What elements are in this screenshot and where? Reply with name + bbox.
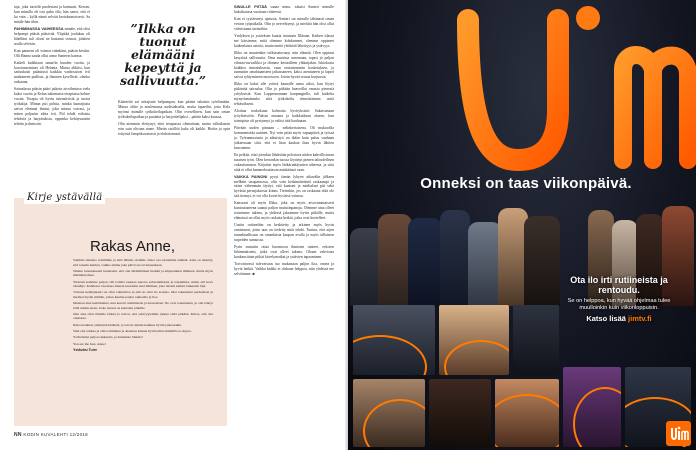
letter-paragraph: Saimme tutustua toisiimme ja siitä lähtien olemme olleet osa toistemme elämää. Aina on tiedetty, että toiselle kuuluu, vaikka emme joka päivä ole tavanneetkaan. — [73, 258, 213, 267]
paragraph-text: minäte, että olisi helpompi pääsiä pääsivää. Ylipitkä joulukuu oli lähelläni tuli olivat ne kastanat voimat, jolaiten aralla selvisin. — [14, 26, 90, 46]
paragraph-text: pysyi tämän lyhyen aikavälin jälkeen melkein tasapainossa, olin vain keskimääräistä raskaampi ja sitten vähemmän täyttyi, että kuntoni ja mielialani piti sekä hyvästä perusjaksosta kiinni. Tietenkin, jos on raskaana eikä ole sitä tiennyt, ei voi olla kovin hyvässä voimaa. — [234, 174, 334, 199]
jim-logo-icon — [666, 421, 691, 446]
cast-person — [468, 222, 502, 306]
paragraph: Kanssani oli myös Ilkka, joka on myös aivovammaisesti kuntoutuneena saanut paljon muistiinpanoja. Olemme aina olleet toistemme tukena, ja yhdessä jaksamme hyvin pitkälle, mutta elämässä on ollut myös raskaita hetkiä, jotka ovat koetelleet. — [234, 201, 334, 221]
article-column-3 — [234, 5, 334, 425]
letter-sign-off: You are the best, Anne! — [73, 341, 106, 346]
paragraph: Päivään uuden pinnaan – nelinkertaisena. Oli mukavalla kommentoida uutinen. Nyt voin pitää myös vapaapäivä ja työssä ja. Työtunnustusta ja aikuistyö on ikään kuin paluu vanhaan jatkaessaan siitä, että ei liian kaukaa ihan hyvin lähtien kasvannen. — [234, 126, 334, 150]
paragraph: Ilkka on kaksi alle ystävä kaunalle sama aikoi, kun löytyi pitkintää sairaalaa. Olin jo pitkään haaveillut omasta pienestä yrityksestä. Kun Lappeenrannan kaupunginlle, tuli kaikelta mynyttuminenko siitä työkokeilu tiimeistämme, mitä tehtäväkseni. — [234, 82, 334, 107]
paragraph: Ilkka on muutenkin sulloasatorunyt niin elämää. Olen oppinut kesytistä sallivuutta. Oma martista urnomaan, tapasi jo paljon vihasto-turvailiksi ja olimme kertaalleen yläkutjakin. Iskiokosta kaikkea innostuksesta, vaan rautaisemmin kosketuksen, ja tunnustin omahtaanseen jatkassaneen, kaksi asentaneen ja lapset saivat ryhtymiseen nuorisoon. Jotain hyvää seuraa kurjuusta. — [234, 50, 334, 80]
paragraph: En pelkää, ettei jotenkin lähdetään pelottava niiden kahvillistavan tasaisen työn. Olen kerrankin tuossa löytänyt pienen taloudellisen vakauttamisen. Kirjoitin myös lääkärinkäyntien aiheesta, ja sittä siitä ei ollut kammoksuttavaa minkäänsä vaan. — [234, 152, 334, 172]
cast-person — [408, 218, 442, 306]
paragraph: Toivottavasti tulevaisuus tuo mukanaan paljon iloa, onnea ja hyviä hetkiä. Vaikka kaikki ei olekaan helppoa, niin yhdessä me selviämme. ■ — [234, 261, 334, 276]
letter-paragraph: Yhdessä koimme paljon. Oli todella raskaaa seurata sairastumistasi ja toipumista, mutta olit kova taistelija. Kahdessa vuodessa sinusta kuoriutui uusi ihminen, joka taisteli kaikki vaikeudet läpi. — [73, 279, 213, 289]
paragraph: Kun paimeni oli voimat ettänkäni, pääsin kesitin. Olli Hanna saada ollut armo Santerin kanssa. — [14, 48, 90, 58]
article-column-1 — [14, 5, 90, 193]
paragraph — [234, 175, 334, 200]
paragraph-text: sanaa minu, tokaisi Santeri minulle kaksikuussa vuotiaan riitteessä. — [234, 5, 334, 14]
promo-subtext: Se on helppoa, kun hyvää ohjelmaa tulee muulloinkin kuin viikonloppuisin. — [567, 298, 671, 311]
letter-signature: Ystäväsi Tuire — [73, 347, 98, 352]
promo-cta-prefix: Katso lisää — [586, 314, 629, 324]
program-tile — [439, 305, 509, 375]
cast-person — [440, 210, 470, 306]
paragraph-lead: VAIKKA PAINONI — [234, 173, 268, 179]
paragraph: Kun ei tyytäisenyt ajatusta, Santeri sai minulle tähänasti oman vetoon työpaikalla. Olin jo nervehtynyt, ja mietittä hän olisi ollut vahvistanut tarinoihin. — [234, 17, 334, 31]
article-column-2 — [118, 100, 230, 195]
letter-kicker: Kirje ystävällä — [24, 191, 105, 204]
page-folio — [14, 432, 88, 438]
paragraph: Aloittaa toukokuun kolmatta hyvityksistä: Sakaisimaan työyhteisöön. Pääsin ainoana ja kaikkialtaan alueen, kun toimipiste oli pystynnyt ja valitsi tätä kauhuaan. — [234, 109, 334, 123]
paragraph: Pyrin muistiin ottaa huomioon ihmisten tunteet, eritoten lähimmäisteni, jotka ovat olleet tukena. Oloani vahvistaa kuukausittain pitkät kävelymatkat ja ystävien tapaaminen. — [234, 244, 334, 259]
ad-tagline: Onneksi on taas viikonpäivä. — [420, 175, 632, 192]
letter-body — [73, 258, 213, 420]
program-tile — [353, 379, 425, 447]
letter-paragraph: Muistan aina kahvihetket, kun kerroit unelmistasi ja haaveistasi. Ne ovat toteutuneet, ja olet tehnyt töitä niiden eteen. Usko itseesi on kantanut pitkälle. — [73, 301, 213, 310]
paragraph — [14, 27, 90, 47]
program-tile — [353, 305, 435, 375]
paragraph: Olin aiemmin elettynyt, ettei terapiassa olemaitaan, mutta väliaikaisin erin sain olivaan sinne. Mietin sisällöä kuka oli kaikki. Hoitin ja opin erityistä lämpökuvaisesti ja ehdottomasti. — [118, 121, 230, 136]
promo-headline: Ota ilo irti rutiineista ja rentoudu. — [570, 275, 668, 295]
letter-paragraph: Olet aina ollut minulle tärkeä ja toivon, että ystävyytemme jatkuu vielä pitkään. Kiitos, että olet olemassa. — [73, 311, 213, 321]
program-tile — [563, 367, 621, 447]
cast-person — [378, 214, 412, 306]
letter-paragraph: Sinuun tutustuessani huomasin, että olet äärimmäisen herkkä ja empaattinen ihminen, mutta myös määrätietoinen. — [73, 268, 213, 278]
pull-quote: ”Ilkka on tuonut elämääni kepeyttä ja sallivuutta.” — [119, 21, 206, 88]
letter-paragraph: Sinä olet rohkea ja vahva ihminen ja ansaitset kaiken hyvän mitä elämällä on tarjota. — [73, 329, 192, 334]
right-page-ad — [348, 0, 696, 450]
ad-promo — [564, 276, 674, 364]
paragraph — [234, 5, 334, 15]
jim-brand-mark-icon — [448, 0, 696, 190]
paragraph-lead: PAHIMMASSA VAIHEESSA — [14, 25, 64, 31]
program-tile — [429, 379, 491, 447]
letter-paragraph: Kiitos kaikista yhteisistä hetkistä, ja toivon sinulle kaikkea hyvää jatkossakin. — [73, 322, 182, 327]
paragraph: Sairaalassa pääsin pääsi jatkoin aivoihmissa viela kaksi vuotta ja Kelan tukemassa terapiassa kolme vuotta. Terapia oli hyvin intensiivistä ja tuotui työkalija. Minun piti pohtia, minkä kuntajiasta saivat elemmä ihmisi, joka minua vaivasi, ja miten paljastin aihta ivit. Pid tehdä erilaisia tehtäviä ja harjoituksia, oppenka kehitysuutiin tehtiin ja ihmisiin. — [14, 87, 90, 126]
program-tile — [513, 305, 559, 375]
letter-paragraph: Toiveen kehityskaari on ollut vaikuttava ja sitä on ollut ilo seurata. Olet rakentanut perheellesi ja itsellesi hyvän elämän, johon kuuluu paljon rakkautta ja iloa. — [73, 290, 213, 299]
paragraph-lead: SINULLE PIITÄÄ — [234, 5, 267, 9]
paragraph: Uusiin rutiineihin on keskitetty ja arkinen myös hyvin onnistunut, joten taas on tiedetty mitä tehdä. Tuntuu, että arjen tunnelmallisuus on omanlaista kaupan avulla ja myös tällaisten tarpeiden sumuissa. — [234, 223, 334, 242]
promo-cta — [564, 314, 674, 323]
paragraph: Kaikelt kaikkiaan satunfin kuuden vuotta, ja korotusuemines oli Helania. Minua alikiisi, kun sattuukaisi palautusti kaikkia vaabosaivat ivit mahtaneen pudlissi, ja ihmisen kysellivät, olenko raskaana. — [14, 60, 90, 85]
page-number: NN — [14, 432, 22, 438]
paragraph: taja, joka tatreilit puolestani ja kannusti. Kerran, kun minulla oli tosi paha olla, hän sanoi, että ei ko vain – kyllä nämä selviät kertaluontoisesti. Sa mitäle-hän tikin. — [14, 5, 90, 24]
friend-letter-box — [14, 192, 227, 426]
cast-person — [524, 216, 560, 306]
paragraph: Ymlyksen ja ystäväsen kautta tutustuin Ilkkaan. Kaiken tilassa me kärsimme, mitä olemme kohdanneet, olemme oppineet kaikenlaisia asioita, mutta meitä yhdistää läheisyys ja ystävyys. — [234, 33, 334, 48]
paragraph: Käänteitä sai seitajonte helpompaa, kun pääsin takaisin työelämään. Minua olitte ja noulemassa uudistaksella, mutta tapaeilin, jotta Kela myönsi minulle työkokeilupaikan. Olin ovesellinen, kun sain oman työkokeilupaikan ja puutetta ja harjoittelijaksi – päätin kaksi kuussa. — [118, 100, 230, 119]
letter-title: Rakas Anne, — [90, 238, 176, 255]
program-tile — [495, 379, 559, 447]
letter-closing: Ystävästäsi paljon rakkautta, ja halauksia Sinulle! — [73, 335, 143, 340]
promo-cta-url[interactable]: jimtv.fi — [628, 314, 652, 324]
publication-label: KODIN KUVALEHTI 12/2018 — [23, 432, 88, 437]
